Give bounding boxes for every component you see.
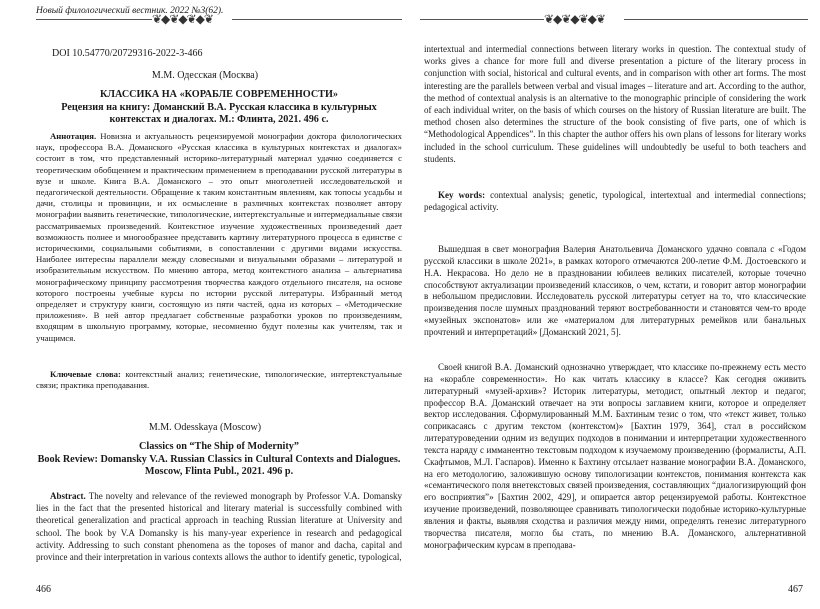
abstract-en-part2: intertextual and intermedial connections between literary works in question. The contextual study of works gives a chance for more full and diverse presentation a picture of the literary process in conjunction with social, historical and cultural events, and in comparison with other art forms. The most interesting are the parallels between verbal and visual images – literature and art. According to the author, the method of contextual analysis is an alternative to the monographic principle of considering the work of each individual writer, on the basis of which courses on the history of Russian literature are built. The method chosen also determines the structure of the book consisting of five parts, one of which is “Methodological Appendices”. In this chapter the author offers his own plans of lessons for literary works included in the school curriculum. These guidelines will undoubtedly be useful to both teachers and students. — [424, 44, 806, 164]
header-ornament-icon: ❦◆❦◆❦◆❦ — [152, 12, 213, 26]
page-number-left: 466 — [36, 584, 51, 595]
author-en: M.M. Odesskaya (Moscow) — [148, 422, 262, 433]
abstract-ru — [36, 131, 402, 344]
journal-running-header: Новый филологический вестник. 2022 №3(62). — [36, 6, 224, 16]
header-rule-right — [232, 19, 402, 20]
keywords-ru — [36, 369, 402, 391]
abstract-en-label: Abstract. — [50, 491, 86, 501]
title-ru — [36, 89, 402, 127]
keywords-en-label: Key words: — [438, 190, 486, 200]
title-ru-main: КЛАССИКА НА «КОРАБЛЕ СОВРЕМЕННОСТИ» — [100, 89, 338, 100]
abstract-en-text-part1: The novelty and relevance of the reviewed monograph by Professor V.A. Domansky lies in the fact that the presented historical and literary material is successfully combined with theoretical generalization and practical approach in teaching Russian literature at University and school. The book by V.A Domansky is his many-year experience in research and pedagogical activity. Addressing to such constant phenomena as the toposes of manor and dacha, capital and province and their interpretation in various contexts allows the author to identify genetic, typological, — [36, 491, 402, 563]
abstract-ru-label: Аннотация. — [50, 131, 97, 141]
title-en-subtitle: Book Review: Domansky V.A. Russian Classics in Cultural Contexts and Dialogues. Moscow, Flinta Publ., 2021. 496 p. — [37, 453, 401, 477]
page-number-right: 467 — [788, 584, 803, 595]
doi: DOI 10.54770/20729316-2022-3-466 — [52, 48, 203, 59]
body-paragraph-2: Своей книгой В.А. Доманский однозначно утверждает, что классике по-прежнему есть место на «корабле современности». Но как читать классику в классе? Как сегодня оживить литературный «музей-архив»? Историк литературы, методист, опытный лектор и педагог, профессор В.А. Доманский отвечает на эти вопросы заглавием книги, которое и определяет вектор исследования. Сформулированный М.М. Бахтиным тезис о том, что «текст живет, только соприкасаясь с другим текстом (контекстом)» [Бахтин 1979, 364], стал в российском литературоведении одним из ведущих подходов в понимании и интерпретации художественного текста наряду с имманентно текстовым подходом к изучаемому произведению (формалисты, А.П. Скафтымов, М.Л. Гаспаров). Именно к Бахтину отсылает название монографии В.А. Доманского, на его методологию, заложившую основу типологизации контекстов, понимания контекста как «семантического поля внетекстовых связей произведения, составляющих “диалогизирующий фон его восприятия”» [Бахтин 2002, 429], и опирается автор рецензируемой работы. Контекстное изучение произведений, позволяющее сравнивать типологически подобные историко-культурные явления и факты, выявляя сходства и различия между ними, определять генезис литературного творчества писателя, могло бы стать, по мнению В.А. Доманского, альтернативной монографическим курсам в преподава- — [424, 362, 806, 550]
right-page — [410, 0, 820, 609]
title-en-main: Classics on “The Ship of Modernity” — [139, 441, 299, 452]
header-rule-right — [624, 19, 808, 20]
title-en — [36, 441, 402, 479]
header-rule-left — [36, 19, 152, 20]
keywords-ru-text: контекстный анализ; генетические, типологические, интертекстуальные связи; практика преподавания. — [36, 369, 402, 391]
header-ornament-icon: ❦◆❦◆❦◆❦ — [544, 12, 605, 26]
abstract-ru-text: Новизна и актуальность рецензируемой монографии доктора филологических наук, профессора В.А. Доманского «Русская классика в культурных контекстах и диалогах» состоит в том, что представленный историко-литературный материал удачно соединяется с теоретическим обобщением и практическим применением в преподавании русской литературы в вузе и школе. Книга В.А. Доманского – это опыт многолетней исследовательской и педагогической деятельности. Обращение к таким константным явлениям, как топосы усадьбы и дачи, столицы и провинции, и их осмысление в различных контекстах позволяет автору монографии выявить генетические, типологические, интертекстуальные и интермедиальные связи рассматриваемых произведений. Контекстное изучение художественных произведений дает возможность полнее и многообразнее представить картину литературного процесса в единстве с историческими, социальными событиями, в сопоставлении с другими видами искусства. Наиболее интересны параллели между словесными и визуальными образами – литературой и изобразительным искусством. По мнению автора, метод контекстного анализа – альтернатива монографическому принципу рассмотрения творчества каждого отдельного писателя, на основе которого построены учебные курсы по истории русской литературы. Избранный метод определяет и структуру книги, состоящую из пяти частей, одна из которых – «Методические приложения». В ней автор предлагает собственные разработки уроков по произведениям, входящим в школьную программу, которые, несомненно будут полезны как учителям, так и учащимся. — [36, 131, 402, 343]
keywords-en-text: contextual analysis; genetic, typological, intertextual and intermedial connections; pedagogical activity. — [424, 190, 807, 213]
title-ru-subtitle: Рецензия на книгу: Доманский В.А. Русская классика в культурных контекстах и диалогах. М.: Флинта, 2021. 496 с. — [61, 101, 377, 125]
author-ru: М.М. Одесская (Москва) — [151, 70, 259, 81]
header-rule-left — [420, 19, 544, 20]
body-paragraph-1: Вышедшая в свет монография Валерия Анатольевича Доманского удачно совпала с «Годом русской классики в школе 2021», в рамках которого отмечаются 200-летие Ф.М. Достоевского и Н.А. Некрасова. Но дело не в праздновании юбилеев великих писателей, которые точечно способствуют актуализации произведений классиков, о чем, кстати, и говорит автор монографии в небольшом предисловии. Исследователь русской литературы сетует на то, что классические произведения после шумных празднований теряют востребованности и становятся чем-то вроде «музейных экспонатов» или же «материалом для литературных ремейков или банальных прочтений и интерпретаций» [Доманский 2021, 5]. — [424, 244, 806, 337]
keywords-en — [424, 189, 806, 213]
abstract-en-part1 — [36, 490, 402, 563]
keywords-ru-label: Ключевые слова: — [50, 369, 121, 379]
